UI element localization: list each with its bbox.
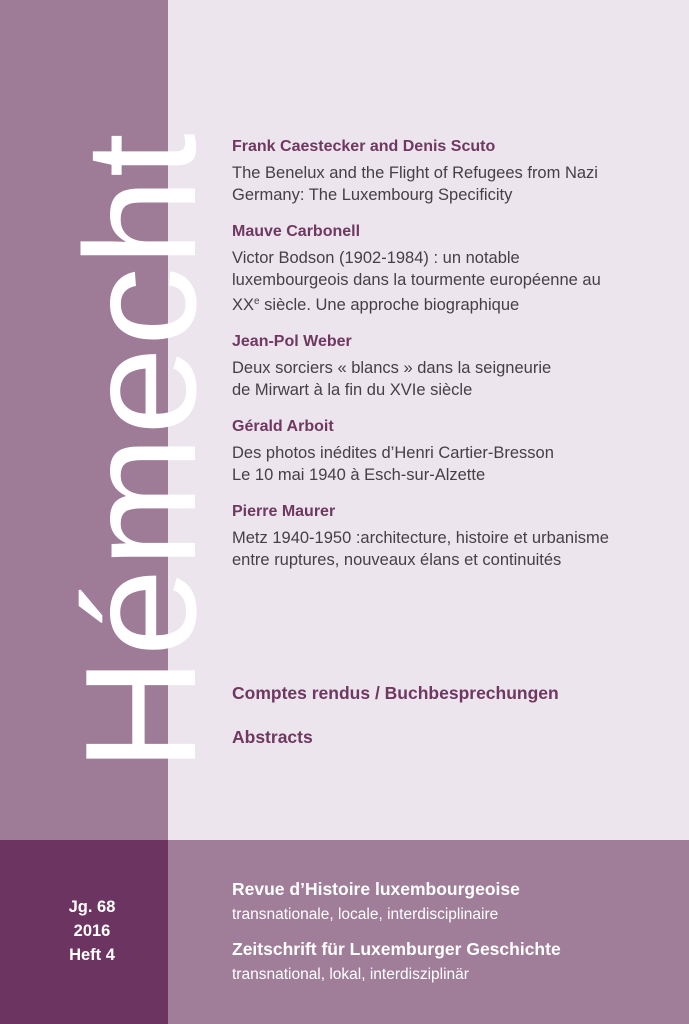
article-title-part: Victor Bodson (1902-1984) : un notable luxembourgeois dans la tourmente européenne au XX: [232, 249, 601, 314]
issue-volume: Jg. 68: [68, 898, 116, 916]
revue-de-subtitle: transnational, lokal, interdisziplinär: [232, 966, 469, 983]
issue-year: 2016: [73, 922, 111, 940]
article-entry: [232, 332, 652, 401]
revue-block: [168, 840, 689, 1024]
article-title: The Benelux and the Flight of Refugees from Nazi Germany: The Luxembourg Specificity: [232, 164, 598, 204]
article-entry: [232, 502, 652, 571]
article-entry: [232, 417, 652, 486]
article-author: Gérald Arboit: [232, 418, 334, 435]
spine-panel: [0, 0, 229, 840]
revue-de-title: Zeitschrift für Luxemburger Geschichte: [232, 939, 561, 959]
article-entry: [232, 222, 652, 316]
article-author: Pierre Maurer: [232, 503, 336, 520]
revue-fr-title: Revue d’Histoire luxembourgeoise: [232, 879, 520, 899]
issue-number: Heft 4: [69, 946, 115, 964]
article-entry: [232, 137, 652, 206]
reviews-heading: Comptes rendus / Buchbesprechungen: [232, 683, 559, 703]
abstracts-heading: Abstracts: [232, 727, 313, 747]
article-author: Mauve Carbonell: [232, 223, 361, 240]
article-title: Metz 1940-1950 :architecture, histoire et urbanisme entre ruptures, nouveaux élans et continuités: [232, 529, 609, 569]
article-author: Frank Caestecker and Denis Scuto: [232, 138, 496, 155]
article-title: [232, 247, 652, 316]
article-title: Des photos inédites d’Henri Cartier-Bresson Le 10 mai 1940 à Esch-sur-Alzette: [232, 444, 554, 484]
revue-fr-subtitle: transnationale, locale, interdisciplinaire: [232, 906, 499, 923]
article-author: Jean-Pol Weber: [232, 333, 352, 350]
table-of-contents: [232, 137, 652, 587]
issue-info: [0, 895, 184, 967]
superscript: e: [254, 296, 260, 307]
article-title-part: siècle. Une approche biographique: [259, 296, 520, 314]
journal-title: Hémecht: [53, 132, 229, 772]
article-title: Deux sorciers « blancs » dans la seigneurie de Mirwart à la fin du XVIe siècle: [232, 359, 552, 399]
